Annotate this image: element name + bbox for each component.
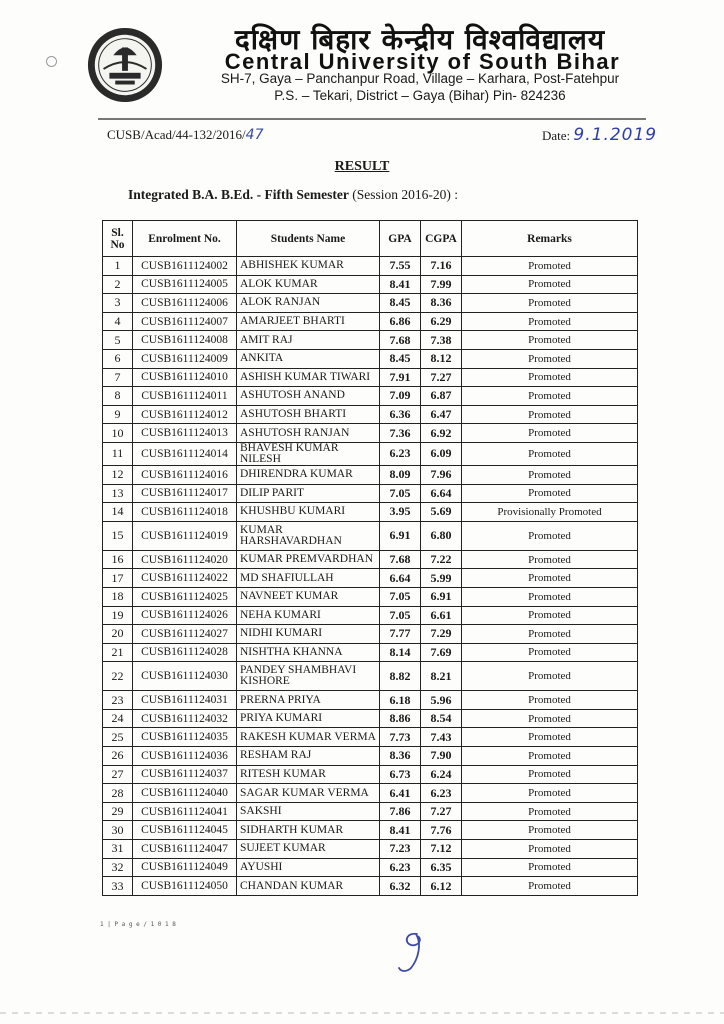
cell-remarks: Promoted xyxy=(462,643,638,662)
cell-enrolment: CUSB1611124010 xyxy=(133,368,237,387)
cell-student-name: RITESH KUMAR xyxy=(237,765,380,784)
page-title: RESULT xyxy=(334,159,390,174)
cell-gpa: 8.41 xyxy=(380,275,421,294)
cell-sl-no: 20 xyxy=(103,625,133,644)
cell-remarks: Promoted xyxy=(462,587,638,606)
cell-student-name: AMIT RAJ xyxy=(237,331,380,350)
cell-enrolment: CUSB1611124045 xyxy=(133,821,237,840)
header-gpa: GPA xyxy=(380,221,421,257)
cell-remarks: Promoted xyxy=(462,331,638,350)
cell-remarks: Promoted xyxy=(462,257,638,276)
table-row xyxy=(103,442,638,465)
header-enrolment: Enrolment No. xyxy=(133,221,237,257)
cell-enrolment: CUSB1611124011 xyxy=(133,387,237,406)
table-row xyxy=(103,625,638,644)
cell-student-name: ALOK RANJAN xyxy=(237,294,380,313)
cell-sl-no: 14 xyxy=(103,503,133,522)
table-row xyxy=(103,368,638,387)
cell-student-name: KHUSHBU KUMARI xyxy=(237,503,380,522)
cell-enrolment: CUSB1611124020 xyxy=(133,550,237,569)
table-row xyxy=(103,643,638,662)
cell-student-name: SAGAR KUMAR VERMA xyxy=(237,784,380,803)
cell-cgpa: 6.61 xyxy=(421,606,462,625)
session-text: (Session 2016-20) : xyxy=(352,187,458,202)
cell-remarks: Promoted xyxy=(462,424,638,443)
table-row xyxy=(103,784,638,803)
cell-cgpa: 7.29 xyxy=(421,625,462,644)
cell-sl-no: 10 xyxy=(103,424,133,443)
table-row xyxy=(103,550,638,569)
table-row xyxy=(103,709,638,728)
cell-cgpa: 7.22 xyxy=(421,550,462,569)
cell-cgpa: 6.64 xyxy=(421,484,462,503)
cell-remarks: Promoted xyxy=(462,569,638,588)
cell-student-name: CHANDAN KUMAR xyxy=(237,877,380,896)
cell-cgpa: 7.96 xyxy=(421,465,462,484)
cell-enrolment: CUSB1611124028 xyxy=(133,643,237,662)
table-row xyxy=(103,662,638,691)
cell-gpa: 6.23 xyxy=(380,442,421,465)
program-subtitle xyxy=(128,187,458,203)
header-remarks: Remarks xyxy=(462,221,638,257)
table-row xyxy=(103,465,638,484)
cell-gpa: 7.05 xyxy=(380,606,421,625)
cell-sl-no: 1 xyxy=(103,257,133,276)
cell-remarks: Promoted xyxy=(462,858,638,877)
cell-cgpa: 5.96 xyxy=(421,691,462,710)
cell-sl-no: 15 xyxy=(103,521,133,550)
table-row xyxy=(103,331,638,350)
cell-gpa: 8.14 xyxy=(380,643,421,662)
cell-cgpa: 5.99 xyxy=(421,569,462,588)
cell-gpa: 3.95 xyxy=(380,503,421,522)
cell-cgpa: 7.90 xyxy=(421,747,462,766)
reference-number-handwritten: 47 xyxy=(245,127,264,143)
cell-student-name: ABHISHEK KUMAR xyxy=(237,257,380,276)
cell-enrolment: CUSB1611124025 xyxy=(133,587,237,606)
cell-enrolment: CUSB1611124018 xyxy=(133,503,237,522)
table-row xyxy=(103,802,638,821)
cell-student-name: NAVNEET KUMAR xyxy=(237,587,380,606)
cell-remarks: Promoted xyxy=(462,821,638,840)
cell-gpa: 8.41 xyxy=(380,821,421,840)
cell-enrolment: CUSB1611124032 xyxy=(133,709,237,728)
cell-enrolment: CUSB1611124017 xyxy=(133,484,237,503)
cell-sl-no: 11 xyxy=(103,442,133,465)
cell-sl-no: 23 xyxy=(103,691,133,710)
cell-remarks: Promoted xyxy=(462,294,638,313)
cell-enrolment: CUSB1611124022 xyxy=(133,569,237,588)
cell-remarks: Promoted xyxy=(462,387,638,406)
date-label: Date: xyxy=(542,128,571,143)
table-row xyxy=(103,387,638,406)
cell-gpa: 7.05 xyxy=(380,484,421,503)
cell-sl-no: 17 xyxy=(103,569,133,588)
table-row xyxy=(103,294,638,313)
cell-sl-no: 31 xyxy=(103,840,133,859)
cell-sl-no: 5 xyxy=(103,331,133,350)
cell-cgpa: 7.12 xyxy=(421,840,462,859)
cell-remarks: Promoted xyxy=(462,550,638,569)
cell-enrolment: CUSB1611124037 xyxy=(133,765,237,784)
table-row xyxy=(103,405,638,424)
cell-student-name: ASHUTOSH BHARTI xyxy=(237,405,380,424)
cell-sl-no: 19 xyxy=(103,606,133,625)
cell-enrolment: CUSB1611124006 xyxy=(133,294,237,313)
document-date xyxy=(542,125,657,145)
program-name: Integrated B.A. B.Ed. - Fifth Semester xyxy=(128,187,349,202)
cell-sl-no: 13 xyxy=(103,484,133,503)
cell-student-name: DHIRENDRA KUMAR xyxy=(237,465,380,484)
cell-sl-no: 12 xyxy=(103,465,133,484)
header-student-name: Students Name xyxy=(237,221,380,257)
table-row xyxy=(103,606,638,625)
cell-gpa: 7.77 xyxy=(380,625,421,644)
cell-remarks: Promoted xyxy=(462,484,638,503)
table-row xyxy=(103,349,638,368)
cell-gpa: 8.86 xyxy=(380,709,421,728)
cell-remarks: Promoted xyxy=(462,368,638,387)
table-row xyxy=(103,587,638,606)
cell-sl-no: 4 xyxy=(103,312,133,331)
cell-gpa: 6.91 xyxy=(380,521,421,550)
table-row xyxy=(103,877,638,896)
cell-gpa: 6.18 xyxy=(380,691,421,710)
table-row xyxy=(103,569,638,588)
header-sl-no: Sl. No xyxy=(103,221,133,257)
cell-cgpa: 6.35 xyxy=(421,858,462,877)
cell-gpa: 7.36 xyxy=(380,424,421,443)
cell-gpa: 6.23 xyxy=(380,858,421,877)
cell-student-name: SUJEET KUMAR xyxy=(237,840,380,859)
cell-gpa: 7.55 xyxy=(380,257,421,276)
cell-gpa: 7.09 xyxy=(380,387,421,406)
cell-enrolment: CUSB1611124031 xyxy=(133,691,237,710)
table-row xyxy=(103,424,638,443)
cell-remarks: Promoted xyxy=(462,747,638,766)
university-name-hindi: दक्षिण बिहार केन्द्रीय विश्वविद्यालय xyxy=(234,23,606,56)
cell-remarks: Promoted xyxy=(462,709,638,728)
table-row xyxy=(103,747,638,766)
table-body xyxy=(103,257,638,896)
cell-cgpa: 7.69 xyxy=(421,643,462,662)
cell-remarks: Promoted xyxy=(462,662,638,691)
cell-remarks: Promoted xyxy=(462,728,638,747)
cell-remarks: Promoted xyxy=(462,349,638,368)
table-row xyxy=(103,821,638,840)
cell-student-name: NEHA KUMARI xyxy=(237,606,380,625)
scan-edge xyxy=(0,1012,724,1014)
address-line-2: P.S. – Tekari, District – Gaya (Bihar) Pin- 824236 xyxy=(274,88,566,103)
cell-sl-no: 21 xyxy=(103,643,133,662)
cell-enrolment: CUSB1611124012 xyxy=(133,405,237,424)
cell-gpa: 7.23 xyxy=(380,840,421,859)
university-name-english: Central University of South Bihar xyxy=(224,49,621,74)
cell-sl-no: 6 xyxy=(103,349,133,368)
table-header-row xyxy=(103,221,638,257)
cell-gpa: 8.36 xyxy=(380,747,421,766)
table-row xyxy=(103,312,638,331)
cell-cgpa: 8.12 xyxy=(421,349,462,368)
cell-student-name: MD SHAFIULLAH xyxy=(237,569,380,588)
cell-gpa: 8.82 xyxy=(380,662,421,691)
cell-sl-no: 32 xyxy=(103,858,133,877)
cell-remarks: Provisionally Promoted xyxy=(462,503,638,522)
cell-gpa: 7.86 xyxy=(380,802,421,821)
cell-sl-no: 18 xyxy=(103,587,133,606)
cell-student-name: PANDEY SHAMBHAVI KISHORE xyxy=(237,662,380,691)
cell-sl-no: 33 xyxy=(103,877,133,896)
cell-cgpa: 7.16 xyxy=(421,257,462,276)
cell-gpa: 8.45 xyxy=(380,294,421,313)
punch-hole xyxy=(46,56,57,67)
table-row xyxy=(103,840,638,859)
cell-remarks: Promoted xyxy=(462,877,638,896)
cell-cgpa: 5.69 xyxy=(421,503,462,522)
cell-sl-no: 2 xyxy=(103,275,133,294)
cell-enrolment: CUSB1611124014 xyxy=(133,442,237,465)
cell-enrolment: CUSB1611124005 xyxy=(133,275,237,294)
cell-student-name: AYUSHI xyxy=(237,858,380,877)
cell-student-name: DILIP PARIT xyxy=(237,484,380,503)
cell-enrolment: CUSB1611124041 xyxy=(133,802,237,821)
reference-number xyxy=(107,127,264,143)
cell-cgpa: 8.21 xyxy=(421,662,462,691)
cell-student-name: ASHISH KUMAR TIWARI xyxy=(237,368,380,387)
cell-cgpa: 8.54 xyxy=(421,709,462,728)
cell-enrolment: CUSB1611124030 xyxy=(133,662,237,691)
cell-gpa: 7.68 xyxy=(380,331,421,350)
cell-sl-no: 27 xyxy=(103,765,133,784)
cell-cgpa: 6.12 xyxy=(421,877,462,896)
cell-sl-no: 25 xyxy=(103,728,133,747)
cell-sl-no: 8 xyxy=(103,387,133,406)
cell-student-name: NISHTHA KHANNA xyxy=(237,643,380,662)
table-row xyxy=(103,503,638,522)
cell-enrolment: CUSB1611124035 xyxy=(133,728,237,747)
cell-gpa: 6.36 xyxy=(380,405,421,424)
page-footer-mark: 1 | P a g e / 1 0 1 8 xyxy=(100,921,176,928)
cell-gpa: 7.05 xyxy=(380,587,421,606)
cell-gpa: 7.91 xyxy=(380,368,421,387)
cell-cgpa: 7.99 xyxy=(421,275,462,294)
table-row xyxy=(103,765,638,784)
cell-remarks: Promoted xyxy=(462,625,638,644)
cell-enrolment: CUSB1611124049 xyxy=(133,858,237,877)
header-divider xyxy=(98,118,646,120)
cell-enrolment: CUSB1611124036 xyxy=(133,747,237,766)
cell-cgpa: 6.24 xyxy=(421,765,462,784)
cell-remarks: Promoted xyxy=(462,312,638,331)
cell-student-name: BHAVESH KUMAR NILESH xyxy=(237,442,380,465)
cell-cgpa: 7.76 xyxy=(421,821,462,840)
cell-cgpa: 6.87 xyxy=(421,387,462,406)
cell-cgpa: 8.36 xyxy=(421,294,462,313)
cell-student-name: PRIYA KUMARI xyxy=(237,709,380,728)
cell-cgpa: 7.38 xyxy=(421,331,462,350)
cell-enrolment: CUSB1611124050 xyxy=(133,877,237,896)
cell-gpa: 6.86 xyxy=(380,312,421,331)
cell-student-name: SIDHARTH KUMAR xyxy=(237,821,380,840)
cell-student-name: RESHAM RAJ xyxy=(237,747,380,766)
address-line-1: SH-7, Gaya – Panchanpur Road, Village – Karhara, Post-Fatehpur xyxy=(220,71,620,86)
cell-sl-no: 22 xyxy=(103,662,133,691)
cell-enrolment: CUSB1611124016 xyxy=(133,465,237,484)
cell-cgpa: 6.47 xyxy=(421,405,462,424)
cell-cgpa: 7.27 xyxy=(421,802,462,821)
cell-remarks: Promoted xyxy=(462,606,638,625)
cell-enrolment: CUSB1611124008 xyxy=(133,331,237,350)
cell-gpa: 8.09 xyxy=(380,465,421,484)
cell-gpa: 6.41 xyxy=(380,784,421,803)
cell-student-name: KUMAR HARSHAVARDHAN xyxy=(237,521,380,550)
cell-cgpa: 6.09 xyxy=(421,442,462,465)
university-seal-icon xyxy=(86,26,164,104)
cell-gpa: 6.64 xyxy=(380,569,421,588)
cell-remarks: Promoted xyxy=(462,465,638,484)
cell-gpa: 6.73 xyxy=(380,765,421,784)
cell-enrolment: CUSB1611124026 xyxy=(133,606,237,625)
cell-gpa: 6.32 xyxy=(380,877,421,896)
handwritten-signature-icon xyxy=(393,928,439,976)
cell-student-name: SAKSHI xyxy=(237,802,380,821)
result-table xyxy=(102,220,638,896)
cell-remarks: Promoted xyxy=(462,765,638,784)
cell-student-name: KUMAR PREMVARDHAN xyxy=(237,550,380,569)
cell-sl-no: 9 xyxy=(103,405,133,424)
cell-cgpa: 6.29 xyxy=(421,312,462,331)
cell-student-name: ALOK KUMAR xyxy=(237,275,380,294)
cell-remarks: Promoted xyxy=(462,275,638,294)
cell-remarks: Promoted xyxy=(462,691,638,710)
cell-enrolment: CUSB1611124007 xyxy=(133,312,237,331)
table-row xyxy=(103,484,638,503)
cell-enrolment: CUSB1611124013 xyxy=(133,424,237,443)
cell-enrolment: CUSB1611124002 xyxy=(133,257,237,276)
cell-cgpa: 7.27 xyxy=(421,368,462,387)
cell-remarks: Promoted xyxy=(462,405,638,424)
table-row xyxy=(103,257,638,276)
table-row xyxy=(103,858,638,877)
header-cgpa: CGPA xyxy=(421,221,462,257)
cell-cgpa: 6.23 xyxy=(421,784,462,803)
cell-student-name: NIDHI KUMARI xyxy=(237,625,380,644)
cell-student-name: ASHUTOSH ANAND xyxy=(237,387,380,406)
cell-gpa: 7.73 xyxy=(380,728,421,747)
cell-sl-no: 24 xyxy=(103,709,133,728)
cell-gpa: 8.45 xyxy=(380,349,421,368)
cell-remarks: Promoted xyxy=(462,784,638,803)
cell-sl-no: 29 xyxy=(103,802,133,821)
cell-student-name: AMARJEET BHARTI xyxy=(237,312,380,331)
cell-enrolment: CUSB1611124027 xyxy=(133,625,237,644)
cell-cgpa: 7.43 xyxy=(421,728,462,747)
cell-remarks: Promoted xyxy=(462,442,638,465)
cell-cgpa: 6.80 xyxy=(421,521,462,550)
cell-student-name: RAKESH KUMAR VERMA xyxy=(237,728,380,747)
table-row xyxy=(103,275,638,294)
cell-cgpa: 6.91 xyxy=(421,587,462,606)
cell-sl-no: 26 xyxy=(103,747,133,766)
table-row xyxy=(103,521,638,550)
cell-student-name: ASHUTOSH RANJAN xyxy=(237,424,380,443)
cell-enrolment: CUSB1611124019 xyxy=(133,521,237,550)
cell-remarks: Promoted xyxy=(462,521,638,550)
cell-gpa: 7.68 xyxy=(380,550,421,569)
cell-student-name: PRERNA PRIYA xyxy=(237,691,380,710)
reference-number-text: CUSB/Acad/44-132/2016/ xyxy=(107,127,246,142)
cell-enrolment: CUSB1611124009 xyxy=(133,349,237,368)
cell-enrolment: CUSB1611124040 xyxy=(133,784,237,803)
table-row xyxy=(103,691,638,710)
cell-sl-no: 16 xyxy=(103,550,133,569)
cell-sl-no: 30 xyxy=(103,821,133,840)
cell-sl-no: 28 xyxy=(103,784,133,803)
cell-sl-no: 7 xyxy=(103,368,133,387)
cell-remarks: Promoted xyxy=(462,840,638,859)
table-row xyxy=(103,728,638,747)
cell-student-name: ANKITA xyxy=(237,349,380,368)
cell-remarks: Promoted xyxy=(462,802,638,821)
date-handwritten: 9.1.2019 xyxy=(573,125,658,145)
cell-sl-no: 3 xyxy=(103,294,133,313)
cell-cgpa: 6.92 xyxy=(421,424,462,443)
cell-enrolment: CUSB1611124047 xyxy=(133,840,237,859)
